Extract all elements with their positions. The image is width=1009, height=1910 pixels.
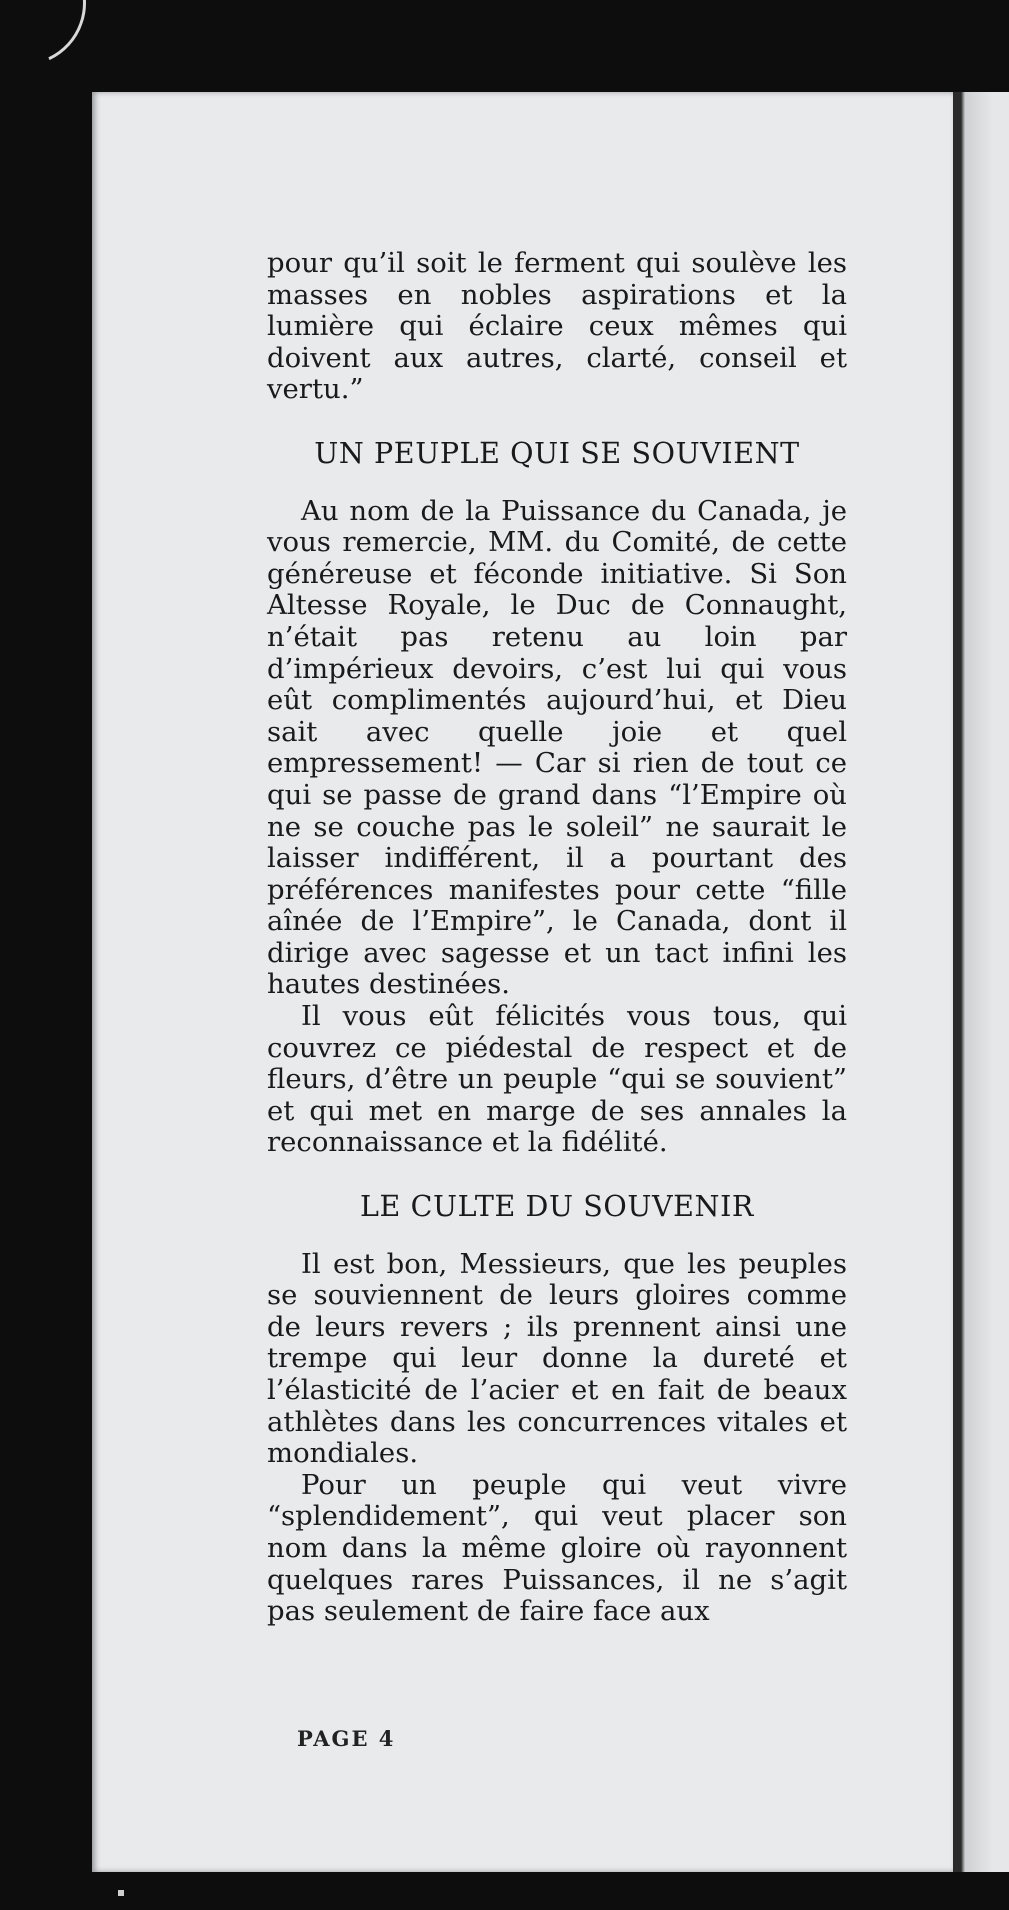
section-heading-culte: LE CULTE DU SOUVENIR bbox=[360, 1190, 754, 1224]
paragraph-gloires: Il est bon, Messieurs, que les peuples se souviennent de leurs gloires comme de leurs revers ; ils prennent ainsi une trempe qui leur donne la dureté et l’élasticité de l’acier et en fait de beaux athlètes dans les concurrences vitales et mondiales. bbox=[267, 1247, 847, 1470]
scan-edge-curve bbox=[0, 0, 104, 84]
paragraph-felicitations: Il vous eût félicités vous tous, qui couvrez ce piédestal de respect et de fleurs, d’être un peuple “qui se souvient” et qui met en marge de ses annales la reconnaissance et la fidélité. bbox=[267, 1000, 847, 1159]
section-heading-peuple: UN PEUPLE QUI SE SOUVIENT bbox=[314, 436, 800, 470]
page-body bbox=[267, 248, 847, 1628]
paragraph-remerciement: Au nom de la Puissance du Canada, je vous remercie, MM. du Comité, de cette généreuse et féconde initiative. Si Son Altesse Royale, le Duc de Connaught, n’était pas retenu au loin par d’impérieux devoirs, c’est lui qui vous eût complimentés aujourd’hui, et Dieu sait avec quelle joie et quel empressement! — Car si rien de tout ce qui se passe de grand dans “l’Empire où ne se couche pas le soleil” ne saurait le laisser indifférent, il a pourtant des préférences manifestes pour cette “fille aînée de l’Empire”, le Canada, dont il dirige avec sagesse et un tact infini les hautes destinées. bbox=[267, 494, 847, 1001]
page-number: PAGE 4 bbox=[297, 1726, 396, 1751]
adjacent-page-edge bbox=[953, 92, 1009, 1872]
intro-paragraph: pour qu’il soit le ferment qui soulève les masses en nobles aspirations et la lumière qui éclaire ceux mêmes qui doivent aux autres, clarté, conseil et vertu.” bbox=[267, 247, 847, 406]
scan-artifact bbox=[118, 1890, 124, 1896]
paragraph-splendidement: Pour un peuple qui veut vivre “splendidement”, qui veut placer son nom dans la même gloire où rayonnent quelques rares Puissances, il ne s’agit pas seulement de faire face aux bbox=[267, 1468, 847, 1628]
